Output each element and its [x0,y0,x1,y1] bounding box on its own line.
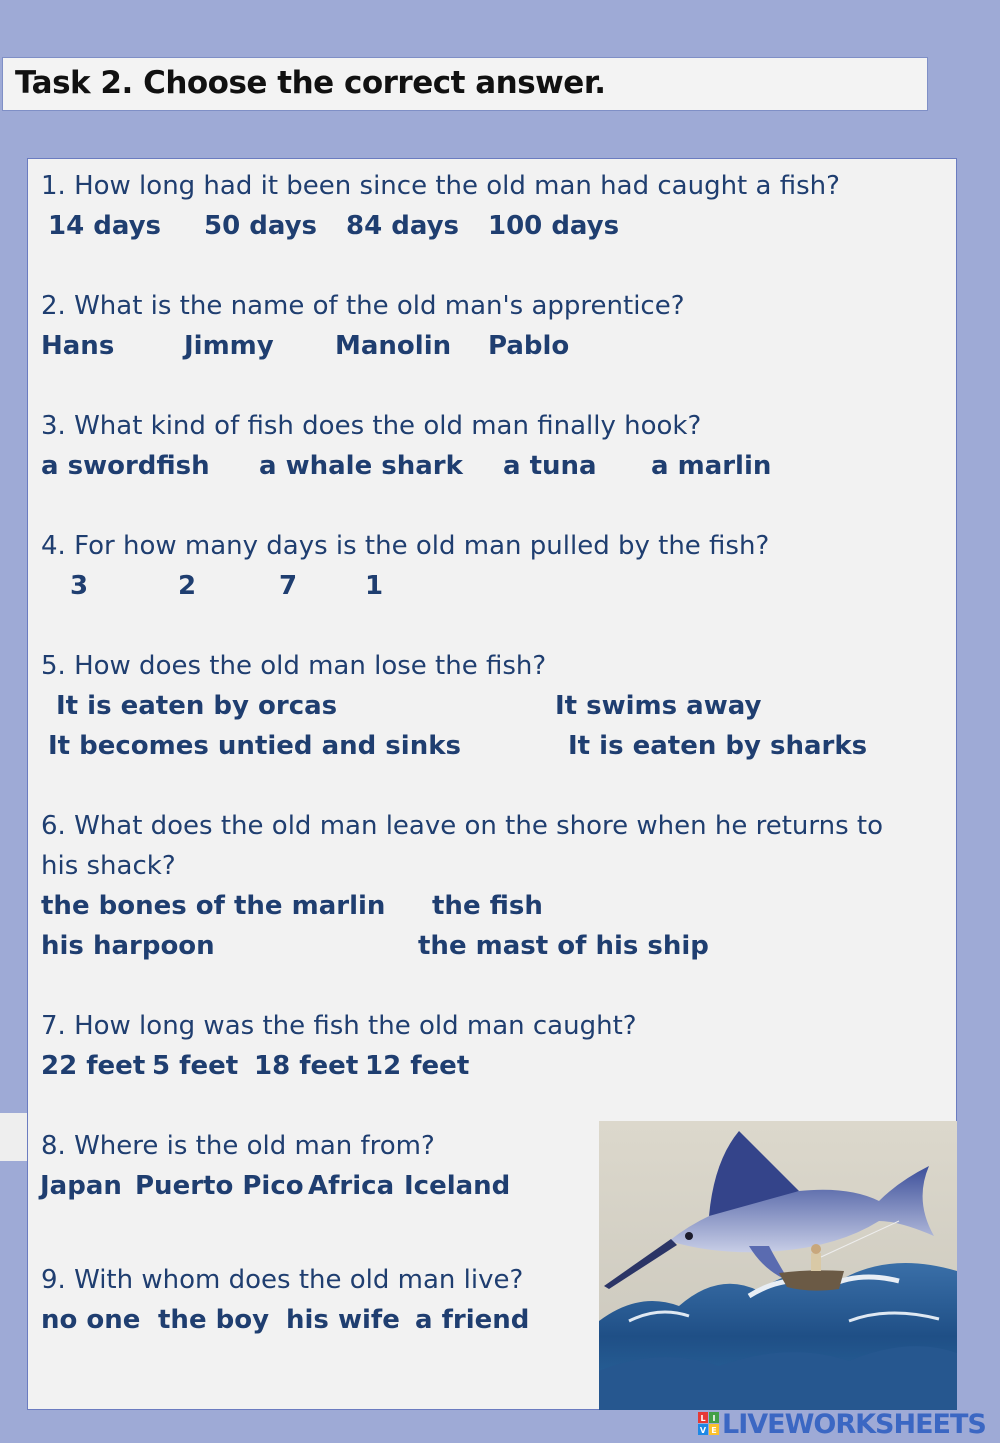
svg-text:E: E [711,1426,717,1435]
option-6d[interactable]: the mast of his ship [418,931,709,961]
option-4a[interactable]: 3 [70,571,89,601]
option-2a[interactable]: Hans [41,331,115,361]
option-3c[interactable]: a tuna [503,451,597,481]
option-2b[interactable]: Jimmy [184,331,274,361]
option-2c[interactable]: Manolin [335,331,452,361]
option-6b[interactable]: the fish [432,891,543,921]
option-5d[interactable]: It is eaten by sharks [568,731,868,761]
option-8d[interactable]: Iceland [404,1171,511,1201]
option-8a[interactable]: Japan [40,1171,122,1201]
svg-text:V: V [699,1426,707,1435]
option-5a[interactable]: It is eaten by orcas [56,691,338,721]
question-9: 9. With whom does the old man live? [41,1265,524,1295]
option-8c[interactable]: Africa [308,1171,395,1201]
option-7c[interactable]: 18 feet [254,1051,359,1081]
option-6c[interactable]: his harpoon [41,931,215,961]
marlin-image [599,1121,957,1410]
question-6-line2: his shack? [41,851,176,881]
question-5: 5. How does the old man lose the fish? [41,651,547,681]
svg-text:L: L [700,1414,706,1423]
svg-text:I: I [712,1414,716,1423]
option-3b[interactable]: a whale shark [259,451,463,481]
liveworksheets-logo-icon [698,1412,720,1436]
option-4b[interactable]: 2 [178,571,197,601]
option-3d[interactable]: a marlin [651,451,772,481]
task-title-box [2,57,928,111]
option-2d[interactable]: Pablo [488,331,570,361]
question-4: 4. For how many days is the old man pulled by the fish? [41,531,770,561]
option-9d[interactable]: a friend [415,1305,530,1335]
option-3a[interactable]: a swordfish [41,451,210,481]
question-6-line1: 6. What does the old man leave on the shore when he returns to [41,811,884,841]
question-3: 3. What kind of fish does the old man finally hook? [41,411,702,441]
liveworksheets-logo [698,1408,986,1440]
option-6a[interactable]: the bones of the marlin [41,891,386,921]
marlin-illustration [599,1121,957,1410]
option-5b[interactable]: It swims away [555,691,762,721]
task-title: Task 2. Choose the correct answer. [15,65,606,101]
option-8b[interactable]: Puerto Pico [135,1171,304,1201]
option-9b[interactable]: the boy [158,1305,270,1335]
option-9a[interactable]: no one [41,1305,141,1335]
option-1d[interactable]: 100 days [488,211,620,241]
logo-text: LIVEWORKSHEETS [722,1408,986,1440]
option-4d[interactable]: 1 [365,571,384,601]
option-1b[interactable]: 50 days [204,211,318,241]
option-1a[interactable]: 14 days [48,211,162,241]
option-7b[interactable]: 5 feet [152,1051,239,1081]
option-7d[interactable]: 12 feet [365,1051,470,1081]
question-8: 8. Where is the old man from? [41,1131,435,1161]
option-4c[interactable]: 7 [279,571,298,601]
question-7: 7. How long was the fish the old man caught? [41,1011,637,1041]
option-9c[interactable]: his wife [286,1305,400,1335]
question-2: 2. What is the name of the old man's apprentice? [41,291,685,321]
option-7a[interactable]: 22 feet [41,1051,146,1081]
option-5c[interactable]: It becomes untied and sinks [48,731,461,761]
option-1c[interactable]: 84 days [346,211,460,241]
question-1: 1. How long had it been since the old man had caught a fish? [41,171,840,201]
left-tab-marker [0,1113,28,1161]
